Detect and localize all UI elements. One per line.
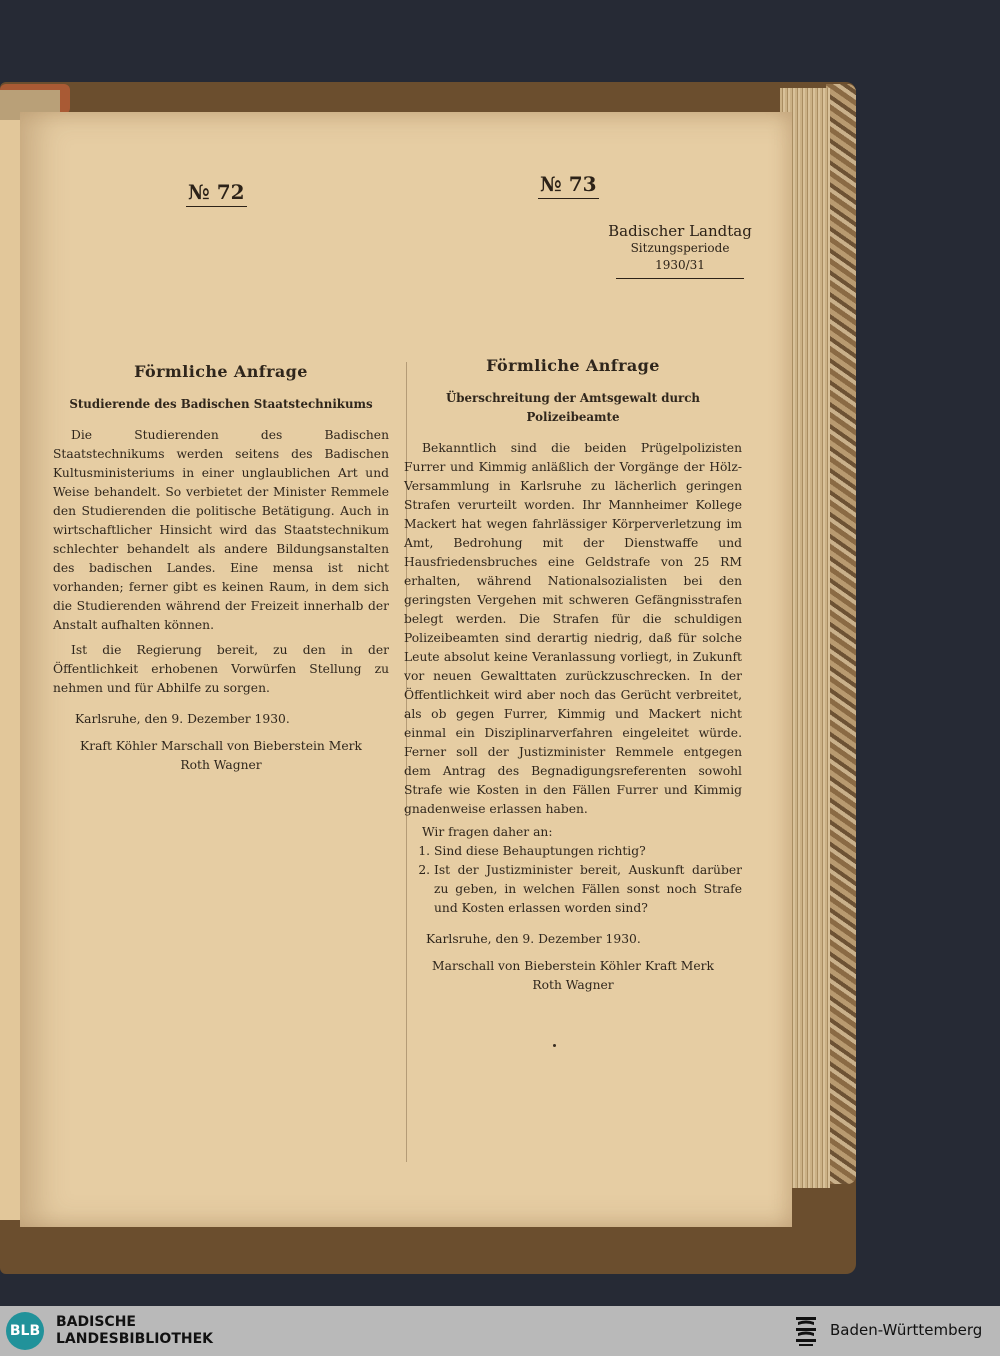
left-paragraph-1: Die Studierenden des Badischen Staatstechnikums werden seitens des Badischen Kultusministeriums in einer unglaublichen Art und Weise behandelt. So verbietet der Minister Remmele den Studierenden die politische Betätigung. Auch in wirtschaftlicher Hinsicht wird das Staatstechnikum schlechter behandelt als andere Bildungsanstalten des badischen Landes. Eine mensa ist nicht vorhanden; ferner gibt es keinen Raum, in dem sich die Studierenden während der Freizeit innerhalb der Anstalt aufhalten können.: [53, 428, 389, 632]
right-date: Karlsruhe, den 9. Dezember 1930.: [426, 932, 641, 946]
marbled-edge: [826, 84, 856, 1184]
left-signatures: Kraft Köhler Marschall von Bieberstein Merk Roth Wagner: [80, 739, 362, 772]
landtag-years: 1930/31: [655, 258, 705, 272]
left-subheading: Studierende des Badischen Staatstechnikums: [69, 397, 373, 411]
library-name-line-1: BADISCHE: [56, 1314, 136, 1330]
ink-speck: [553, 1044, 556, 1047]
question-item: 1. Sind diese Behauptungen richtig?: [434, 842, 742, 861]
question-list: [404, 842, 742, 918]
right-subheading: Überschreitung der Amtsgewalt durch Polizeibeamte: [445, 391, 700, 424]
document-page: [20, 112, 792, 1227]
right-paragraph-1: Bekanntlich sind die beiden Prügelpolizisten Furrer und Kimmig anläßlich der Vorgänge der Hölz-Versammlung in Karlsruhe zu lächerlich geringen Strafen verurteilt worden. Ihr Mannheimer Kollege Mackert hat wegen fahrlässiger Körperverletzung im Amt, Bedrohung mit der Dienstwaffe und Hausfriedensbruches eine Geldstrafe von 25 RM erhalten, während Nationalsozialisten bei den geringsten Vergehen mit schweren Gefängnisstrafen belegt werden. Die Strafen für die schuldigen Polizeibeamten sind derartig niedrig, daß für solche Leute absolut keine Veranlassung vorliegt, in Zukunft vor neuen Gewalttaten zurückzuschrecken. In der Öffentlichkeit wird aber noch das Gerücht verbreitet, als ob gegen Furrer, Kimmig und Mackert nicht einmal ein Disziplinarverfahren eingeleitet würde. Ferner soll der Justizminister Remmele entgegen dem Antrag des Begnadigungsreferenten sowohl Strafe wie Kosten in den Fällen Furrer und Kimmig gnadenweise erlassen haben.: [404, 441, 742, 816]
footer-bar: [0, 1306, 1000, 1356]
landtag-header: [605, 222, 755, 279]
right-column: [404, 356, 742, 995]
blb-logo[interactable]: BLB: [6, 1312, 44, 1350]
right-paragraph-2: Wir fragen daher an:: [422, 825, 553, 839]
left-date: Karlsruhe, den 9. Dezember 1930.: [75, 712, 290, 726]
coat-of-arms-icon[interactable]: [792, 1313, 820, 1349]
state-name[interactable]: Baden-Württemberg: [830, 1321, 983, 1339]
library-name-line-2: LANDESBIBLIOTHEK: [56, 1331, 214, 1347]
landtag-session: Sitzungsperiode: [630, 241, 730, 255]
left-document-number: № 72: [186, 180, 247, 204]
right-document-number: № 73: [538, 172, 599, 196]
question-item: 2. Ist der Justizminister bereit, Auskunft darüber zu geben, in welchen Fällen sonst noch Strafe und Kosten erlassen worden sind?: [434, 861, 742, 918]
landtag-title: Badischer Landtag: [608, 222, 752, 240]
left-paragraph-2: Ist die Regierung bereit, zu den in der Öffentlichkeit erhobenen Vorwürfen Stellung zu nehmen und für Abhilfe zu sorgen.: [53, 643, 389, 695]
right-signatures: Marschall von Bieberstein Köhler Kraft Merk Roth Wagner: [432, 959, 714, 992]
library-name[interactable]: [56, 1314, 213, 1348]
landtag-rule: [616, 278, 744, 279]
left-column: [53, 362, 389, 775]
right-heading: Förmliche Anfrage: [486, 356, 660, 375]
left-heading: Förmliche Anfrage: [134, 362, 308, 381]
